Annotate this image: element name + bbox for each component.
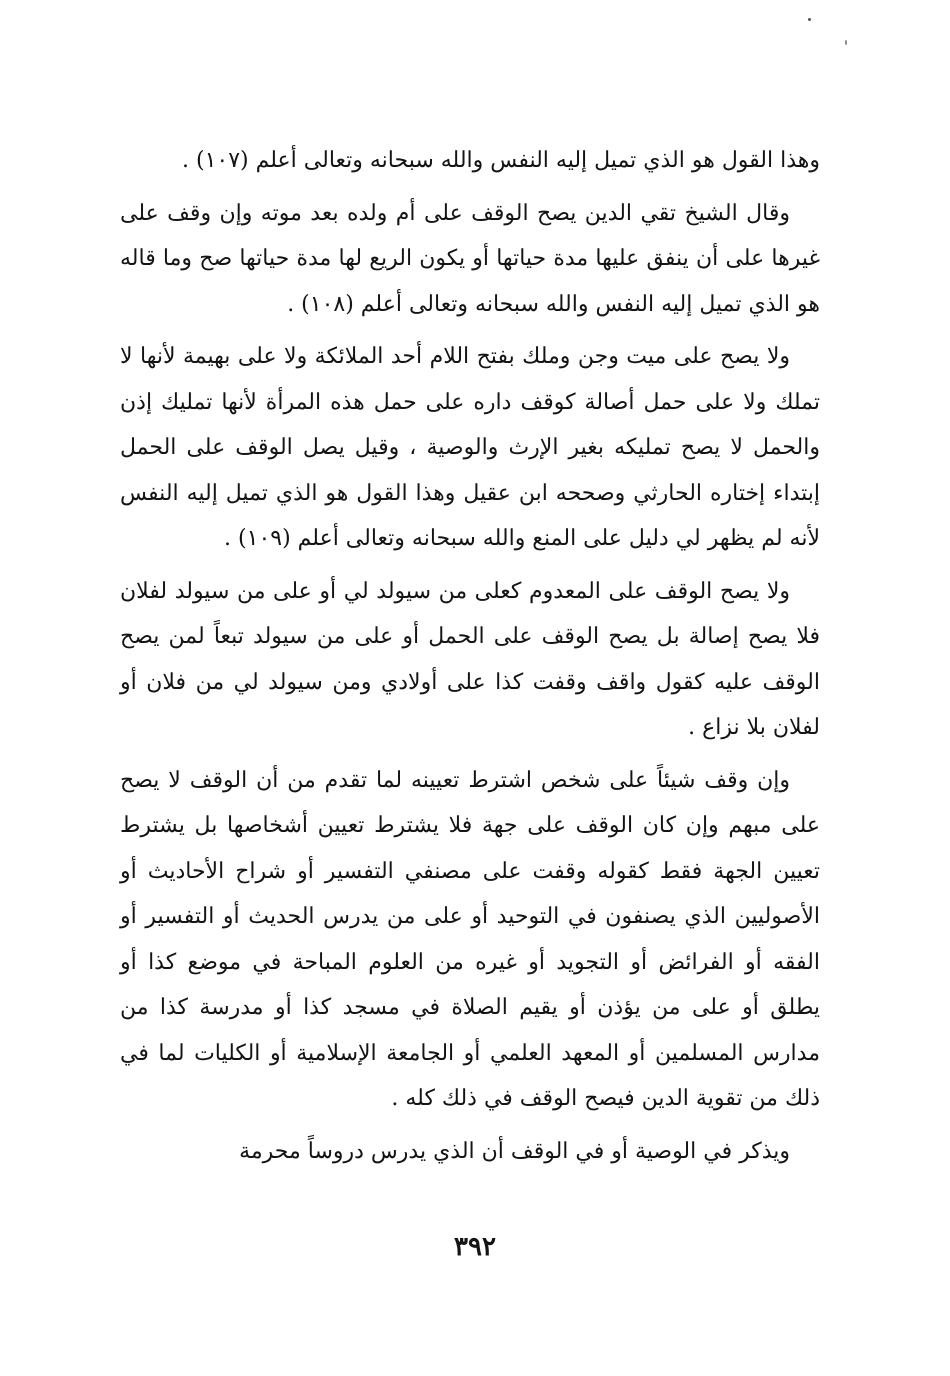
paragraph-6: ويذكر في الوصية أو في الوقف أن الذي يدرس دروساً محرمة: [239, 1138, 790, 1164]
paragraph-2: وقال الشيخ تقي الدين يصح الوقف على أم ولده بعد موته وإن وقف على غيرها على أن ينفق عليها مدة حياتها أو يكون الريع لها مدة حياتها صح وما قاله هو الذي تميل إليه النفس والله سبحانه وتعالى أعلم (١٠٨) .: [120, 200, 820, 317]
page-number: ٣٩٢: [454, 1232, 496, 1262]
scan-speck: [808, 18, 811, 21]
scan-speck: [845, 40, 847, 45]
paragraph-5: وإن وقف شيئاً على شخص اشترط تعيينه لما تقدم من أن الوقف لا يصح على مبهم وإن كان الوقف على جهة فلا يشترط تعيين أشخاصها بل يشترط تعيين الجهة فقط كقوله وقفت على مصنفي التفسير أو شراح الأحاديث أو الأصوليين الذي يصنفون في التوحيد أو على من يدرس الحديث أو التفسير أو الفقه أو الفرائض أو التجويد أو غيره من العلوم المباحة في موضع كذا أو يطلق أو على من يؤذن أو يقيم الصلاة في مسجد كذا أو مدرسة كذا من مدارس المسلمين أو المعهد العلمي أو الجامعة الإسلامية أو الكليات لما في ذلك من تقوية الدين فيصح الوقف في ذلك كله .: [120, 767, 820, 1111]
body-text: [120, 138, 820, 1181]
paragraph-1: وهذا القول هو الذي تميل إليه النفس والله سبحانه وتعالى أعلم (١٠٧) .: [182, 148, 820, 173]
paragraph-4: ولا يصح الوقف على المعدوم كعلى من سيولد لي أو على من سيولد لفلان فلا يصح إصالة بل يصح الوقف على الحمل أو على من سيولد تبعاً لمن يصح الوقف عليه كقول واقف وقفت كذا على أولادي ومن سيولد لي من فلان أو لفلان بلا نزاع .: [120, 578, 820, 740]
paragraph-3: ولا يصح على ميت وجن وملك بفتح اللام أحد الملائكة ولا على بهيمة لأنها لا تملك ولا على حمل أصالة كوقف داره على حمل هذه المرأة لأنها تمليك إذن والحمل لا يصح تمليكه بغير الإرث والوصية ، وقيل يصل الوقف على الحمل إبتداء إختاره الحارثي وصححه ابن عقيل وهذا القول هو الذي تميل إليه النفس لأنه لم يظهر لي دليل على المنع والله سبحانه وتعالى أعلم (١٠٩) .: [120, 344, 820, 551]
